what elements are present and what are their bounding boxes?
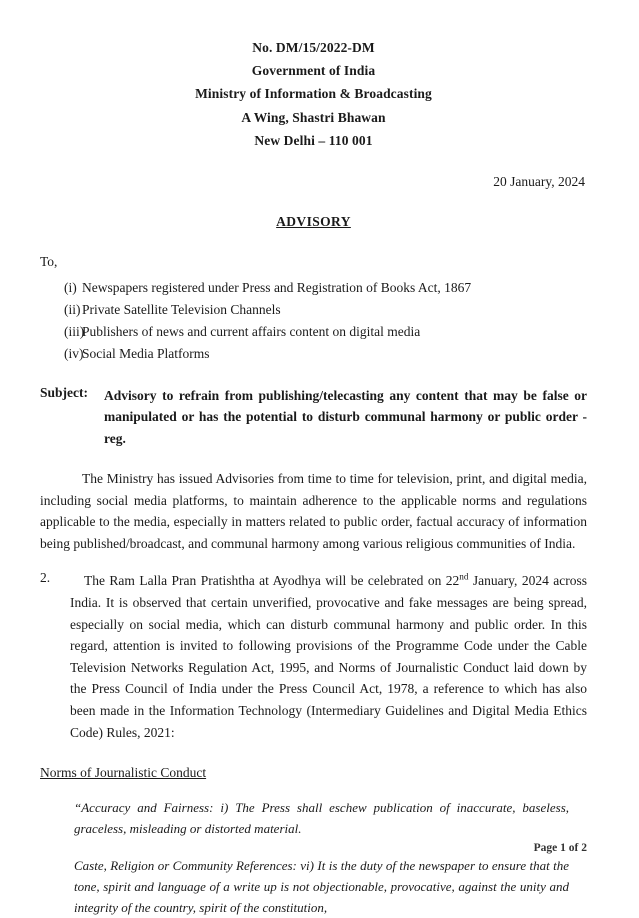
section-heading: Norms of Journalistic Conduct xyxy=(40,765,207,781)
addressee-text: Publishers of news and current affairs content on digital media xyxy=(82,323,421,339)
subject-block xyxy=(40,385,587,451)
paragraph-2-text xyxy=(70,570,587,743)
page-title: ADVISORY xyxy=(276,214,351,230)
addressee-text: Private Satellite Television Channels xyxy=(82,301,281,317)
paragraph-1: The Ministry has issued Advisories from time to time for television, print, and digital media, including social media platforms, to maintain adherence to the applicable norms and regulations applicable to the media, especially in matters related to public order, factual accuracy of information being published/broadcast, and communal harmony among various religious communities of India. xyxy=(40,471,587,551)
letterhead-line-3: Ministry of Information & Broadcasting xyxy=(195,86,432,102)
letterhead-line-4: A Wing, Shastri Bhawan xyxy=(241,109,386,125)
ordinal-suffix: nd xyxy=(459,571,469,582)
letterhead xyxy=(40,36,587,152)
addressee-list xyxy=(40,277,587,364)
addressee-text: Social Media Platforms xyxy=(82,345,210,361)
addressee-number: (iv) xyxy=(64,345,84,361)
quote-paragraph-1: “Accuracy and Fairness: i) The Press shall eschew publication of inaccurate, baseless, graceless, misleading or distorted material. xyxy=(74,800,569,837)
paragraph-2-part-2: January, 2024 across India. It is observed that certain unverified, provocative and fake messages are being spread, especially on social media, which can disturb communal harmony and public order. In this regard, attention is invited to following provisions of the Programme Code under the Cable Television Networks Regulation Act, 1995, and Norms of Journalistic Conduct laid down by the Press Council of India under the Press Council Act, 1978, a reference to which has also been made in the Information Technology (Intermediary Guidelines and Digital Media Ethics Code) Rules, 2021: xyxy=(70,573,588,740)
list-item xyxy=(40,343,587,365)
list-item xyxy=(40,277,587,299)
addressee-number: (iii) xyxy=(64,323,85,339)
paragraph-number: 2. xyxy=(40,570,51,586)
letterhead-line-2: Government of India xyxy=(251,63,376,79)
list-item xyxy=(40,299,587,321)
document-date: 20 January, 2024 xyxy=(493,174,585,190)
subject-label: Subject: xyxy=(40,384,88,400)
addressee-number: (i) xyxy=(64,280,77,296)
addressee-number: (ii) xyxy=(64,301,81,317)
letterhead-line-1: No. DM/15/2022-DM xyxy=(252,40,375,55)
letterhead-line-5: New Delhi – 110 001 xyxy=(254,132,373,148)
to-label: To, xyxy=(40,254,58,270)
page-footer: Page 1 of 2 xyxy=(533,842,587,854)
paragraph-2-part-1: The Ram Lalla Pran Pratishtha at Ayodhya will be celebrated on 22 xyxy=(84,573,460,589)
list-item xyxy=(40,321,587,343)
paragraph-2 xyxy=(40,570,587,743)
quote-paragraph-2: Caste, Religion or Community References: vi) It is the duty of the newspaper to ensure that the tone, spirit and language of a write up is not objectionable, provocative, against the unity and integrity of the country, spirit of the constitution, xyxy=(74,858,569,916)
addressee-text: Newspapers registered under Press and Registration of Books Act, 1867 xyxy=(82,280,472,296)
subject-text: Advisory to refrain from publishing/telecasting any content that may be false or manipulated or has the potential to disturb communal harmony or public order - reg. xyxy=(104,387,587,447)
